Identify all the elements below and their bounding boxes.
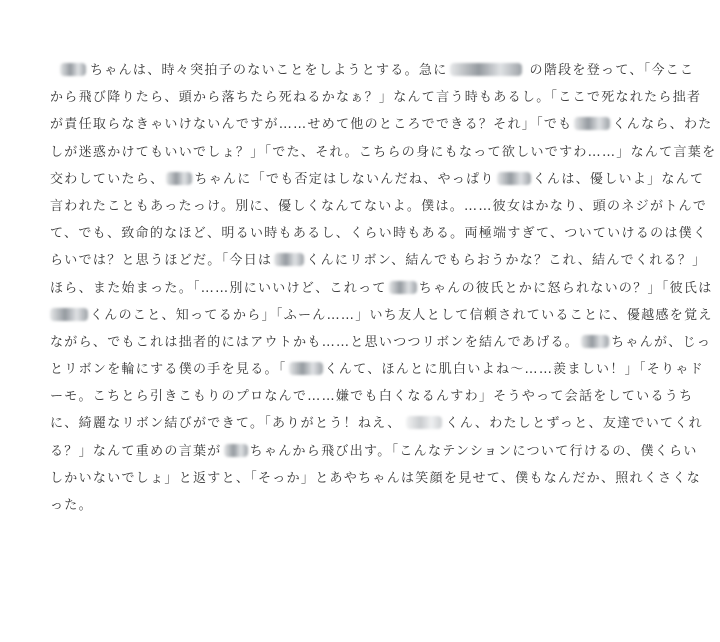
- text-segment: とリボンを輪にする僕の手を見る。「: [50, 362, 287, 378]
- redacted-name: [60, 63, 86, 76]
- text-segment: ちゃんの彼氏とかに怒られないの？」「彼氏は: [418, 280, 713, 296]
- text-segment: くん、わたしとずっと、友達でいてくれ: [445, 416, 703, 432]
- redacted-name: [166, 172, 192, 185]
- text-segment: ちゃんは、時々突拍子のないことをしようとする。急に: [90, 63, 448, 78]
- text-segment: しが迷惑かけてもいいでしょ？」「でた、それ。こちらの身にもなって欲しいですわ……」なんて言葉を: [50, 144, 717, 160]
- text-line: [50, 166, 705, 193]
- text-segment: 言われたこともあったっけ。別に、優しくなんてないよ。僕は。……彼女はかなり、頭のネジがトんで: [50, 198, 708, 214]
- text-segment: ちゃんが、じっ: [611, 334, 712, 350]
- text-line: [50, 84, 702, 111]
- text-segment: ながら、でもこれは拙者的にはアウトかも……と思いつつリボンを結んであげる。: [50, 334, 580, 350]
- redacted-name: [274, 253, 304, 266]
- text-segment: る？」なんて重めの言葉が: [50, 443, 222, 459]
- text-segment: らいでは？と思うほどだ。「今日は: [50, 253, 273, 269]
- text-line: [50, 220, 708, 247]
- text-line: [50, 465, 702, 492]
- text-segment: しかいないでしょ」と返すと、「そっか」とあやちゃんは笑顔を見せて、僕もなんだか、照れくさくな: [50, 470, 702, 486]
- text-segment: くんにリボン、結んでもらおうかな？これ、結んでくれる？」: [306, 253, 707, 269]
- text-segment: ちゃんに「でも否定はしないんだね、やっぱり: [194, 171, 495, 187]
- story-text: [50, 57, 717, 519]
- text-segment: くんて、ほんとに肌白いよね〜……羨ましい！」「そりゃド: [324, 362, 704, 378]
- text-segment: 交わしていたら、: [50, 171, 165, 187]
- redacted-name: [224, 444, 248, 457]
- text-line: [50, 410, 703, 437]
- text-line: [50, 139, 717, 166]
- text-line: [50, 383, 694, 410]
- text-segment: くんなら、わた: [612, 117, 713, 133]
- redacted-name: [497, 172, 531, 185]
- text-line: [50, 111, 713, 138]
- text-line: [50, 247, 707, 274]
- redacted-name: [406, 416, 442, 429]
- text-line: [50, 329, 712, 356]
- text-line: [50, 275, 713, 302]
- text-line: [50, 356, 704, 383]
- redacted-name: [389, 281, 417, 294]
- redacted-name: [581, 335, 609, 348]
- text-segment: くんは、優しいよ」なんて: [532, 171, 705, 187]
- text-line: [50, 302, 713, 329]
- text-line: [50, 193, 708, 220]
- text-line: [50, 57, 695, 84]
- redacted-name: [50, 308, 88, 321]
- text-segment: に、綺麗なリボン結びができて。「ありがとう！ねえ、: [50, 416, 402, 432]
- text-segment: て、でも、致命的なほど、明るい時もあるし、くらい時もある。両極端すぎて、ついていけるのは僕く: [50, 226, 708, 242]
- text-segment: ちゃんから飛び出す。「こんなテンションについて行けるの、僕くらい: [249, 443, 698, 459]
- text-segment: の階段を登って、「今ここ: [529, 63, 695, 78]
- text-line: [50, 438, 698, 465]
- text-line: [50, 492, 680, 519]
- text-segment: から飛び降りたら、頭から落ちたら死ねるかなぁ？」なんて言う時もあるし。「ここで死なれたら拙者: [50, 90, 702, 106]
- redacted-name: [574, 117, 610, 130]
- redacted-name: [450, 63, 522, 76]
- text-segment: った。: [50, 498, 93, 513]
- text-segment: くんのこと、知ってるから」「ふーん……」いち友人として信頼されていることに、優越感を覚え: [90, 307, 713, 323]
- text-segment: ーモ。こちとら引きこもりのプロなんで……嫌でも白くなるんすわ」そうやって会話をしているうち: [50, 389, 694, 405]
- text-segment: が責任取らなきゃいけないんですが……せめて他のところでできる？それ」「でも: [50, 117, 573, 133]
- text-segment: ほら、また始まった。「……別にいいけど、これって: [50, 280, 387, 296]
- redacted-name: [289, 362, 323, 375]
